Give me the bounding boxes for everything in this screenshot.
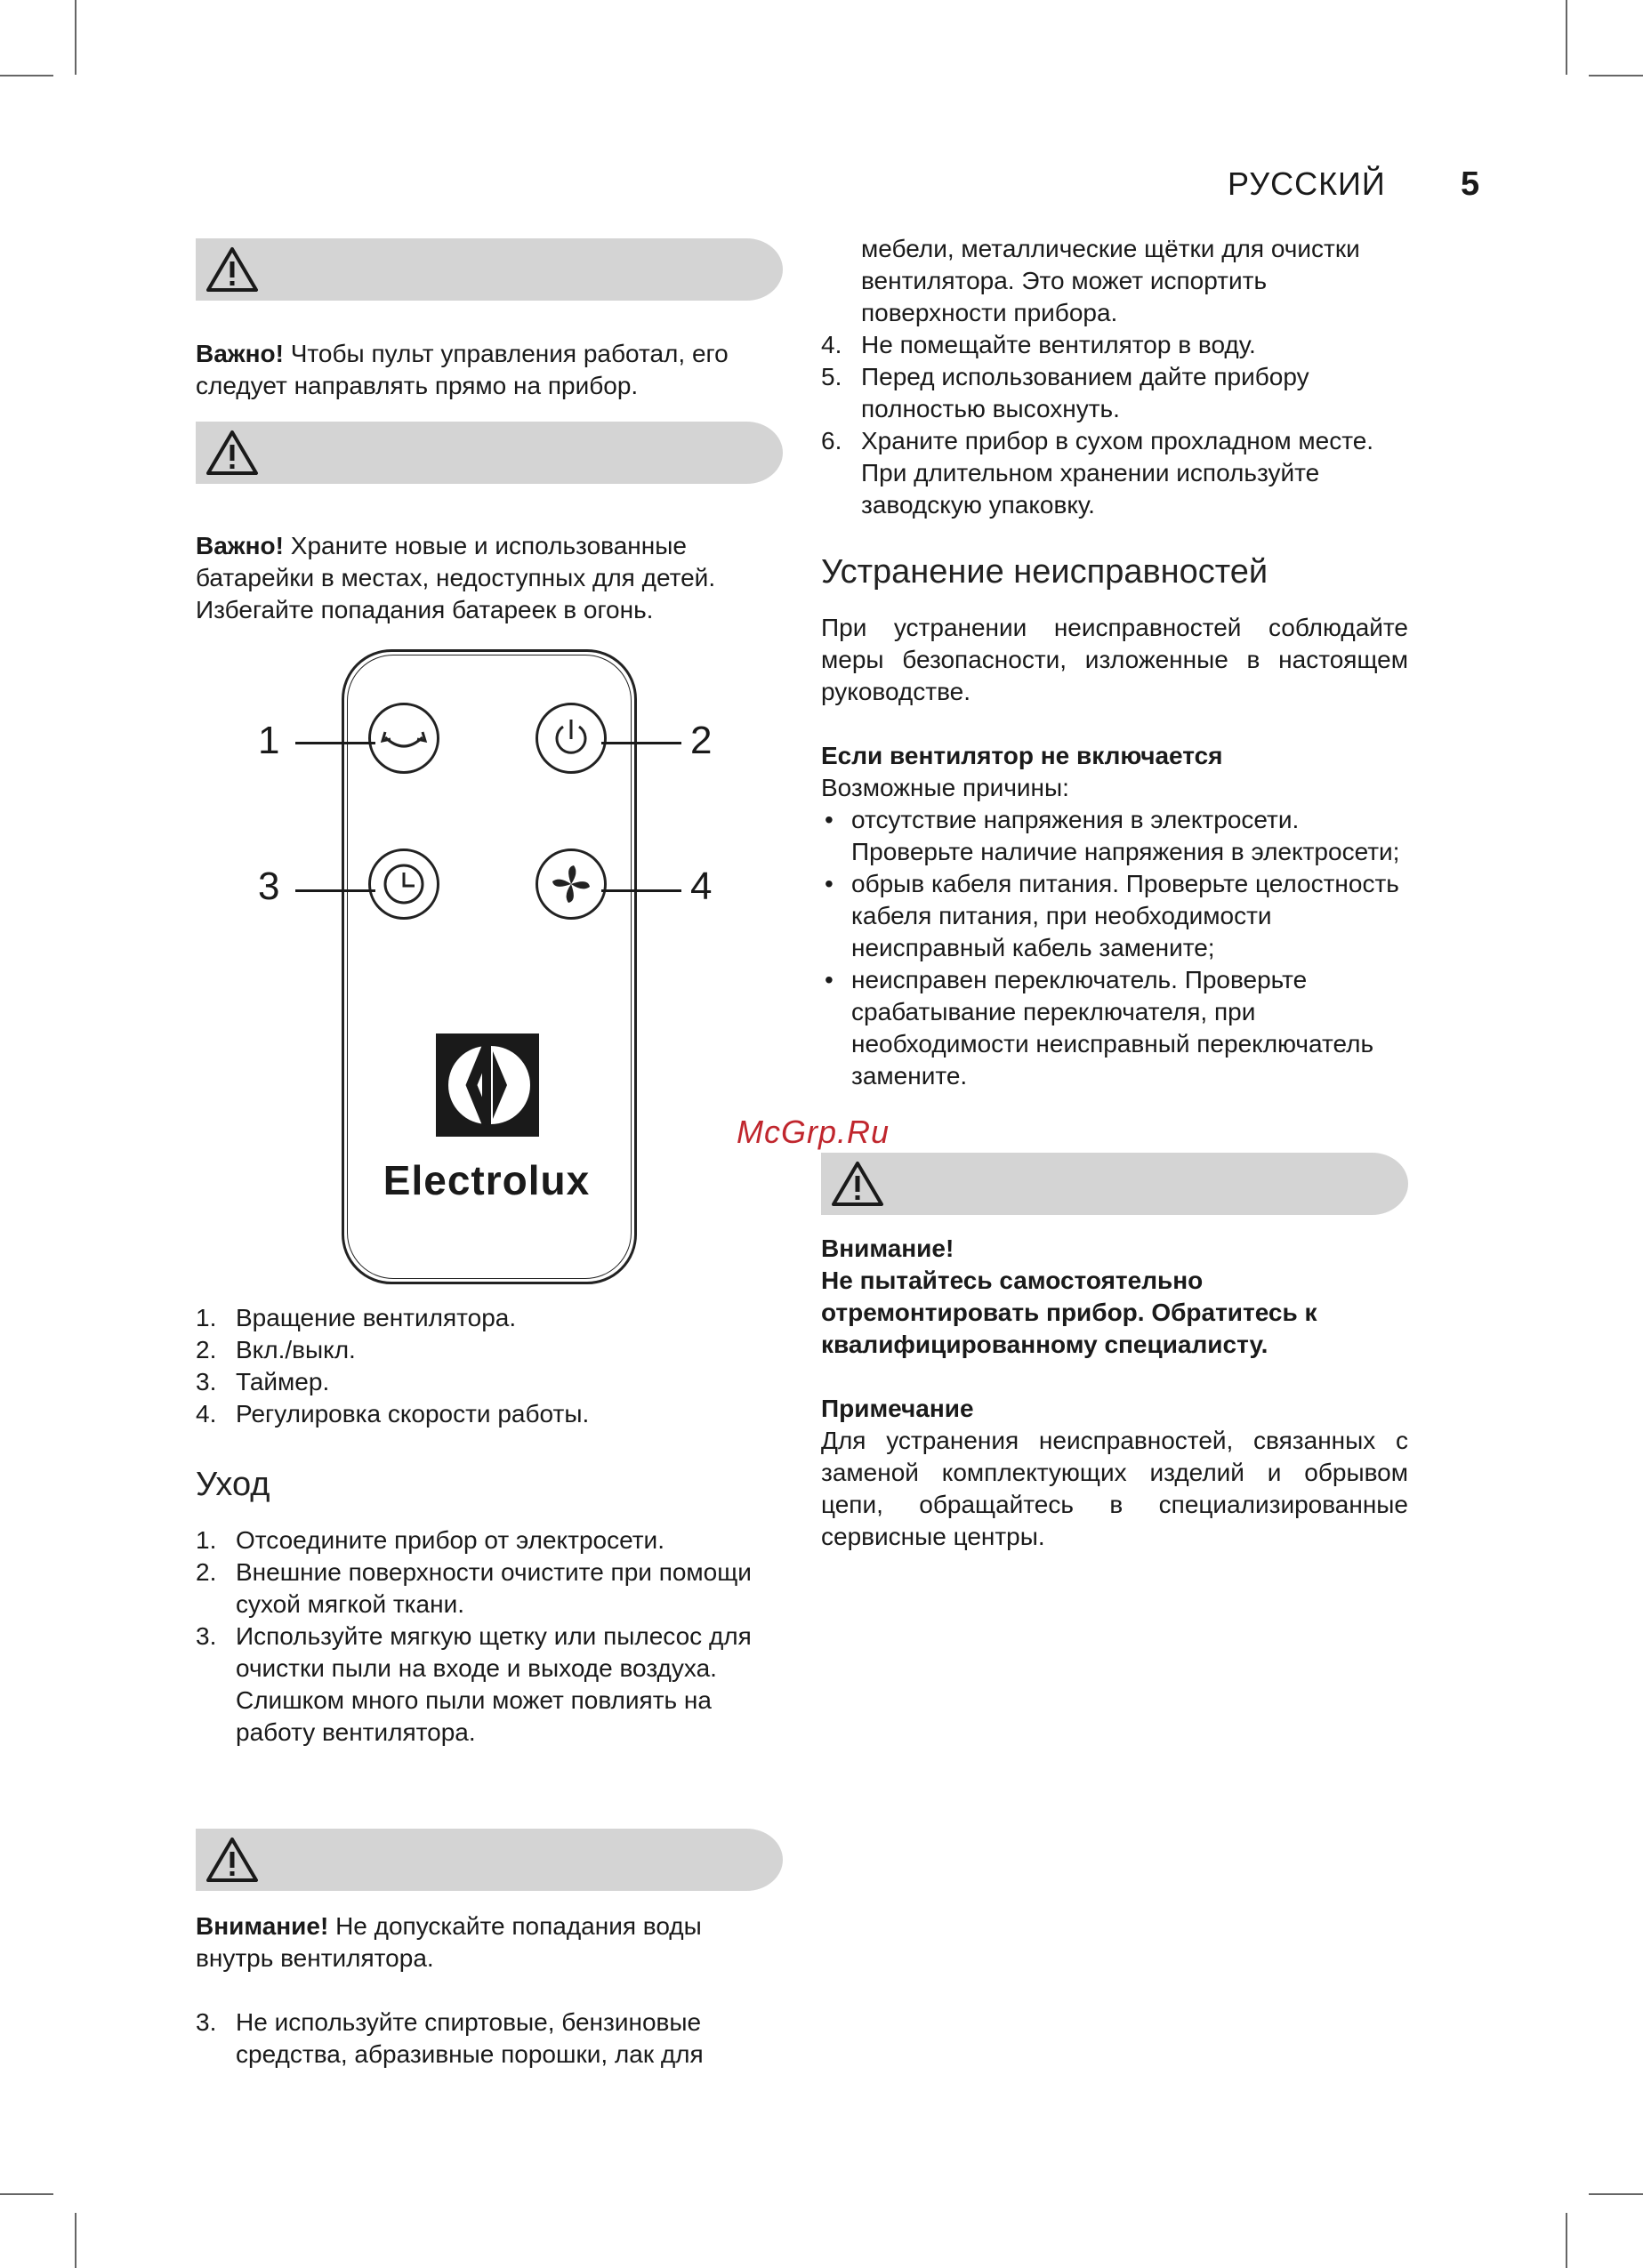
note-text: Для устранения неисправностей, связанных с заменой комплектующих изделий и обрывом цепи, обращайтесь в специализированные сервисные центры. [821, 1427, 1408, 1550]
attention-text: Не пытайтесь самостоятельно отремонтировать прибор. Обратитесь к квалифицированному специалисту. [821, 1267, 1317, 1358]
list-item: 1. Отсоедините прибор от электросети. [196, 1526, 664, 1554]
callout-line [601, 742, 681, 744]
crop-mark [1589, 75, 1643, 76]
care-item-3 [196, 2007, 783, 2071]
list-item: 6. Храните прибор в сухом прохладном месте. При длительном хранении используйте заводскую упаковку. [821, 427, 1374, 519]
callout-4: 4 [690, 865, 713, 908]
crop-mark [1589, 2193, 1643, 2195]
callout-line [295, 742, 375, 744]
note-text: Не допускайте попадания воды внутрь вентилятора. [196, 1912, 702, 1972]
attention-block [821, 1233, 1408, 1361]
power-icon [538, 705, 604, 771]
crop-mark [75, 0, 77, 75]
note-label: Важно! [196, 340, 284, 367]
callout-2: 2 [690, 719, 713, 762]
page-number: 5 [1461, 165, 1480, 203]
fan-speed-icon [538, 851, 604, 917]
attention-title: Внимание! [821, 1235, 954, 1262]
crop-mark [0, 2193, 53, 2195]
troubleshooting-intro [821, 612, 1408, 708]
list-item: 2. Внешние поверхности очистите при помощи сухой мягкой ткани. [196, 1558, 752, 1618]
note-text: Храните новые и использованные батарейки в местах, недоступных для детей. Избегайте попадания батареек в огонь. [196, 532, 716, 623]
list-item: 3. Используйте мягкую щетку или пылесос для очистки пыли на входе и выходе воздуха. Слишком много пыли может повлиять на работу вентилятора. [196, 1622, 752, 1746]
warning-triangle-icon [830, 1160, 885, 1208]
troubleshooting-title: Устранение неисправностей [821, 553, 1268, 591]
care-section-title [196, 1464, 783, 1505]
remote-control-illustration [342, 649, 640, 1288]
warning-triangle-icon [205, 1836, 260, 1884]
note-text: Чтобы пульт управления работал, его следует направлять прямо на прибор. [196, 340, 729, 399]
warning-bar [196, 1829, 783, 1891]
crop-mark [75, 2213, 77, 2268]
list-item: 4. Регулировка скорости работы. [196, 1400, 590, 1428]
warning-bar [821, 1153, 1408, 1215]
buttons-list [196, 1302, 783, 1430]
care-title: Уход [196, 1466, 270, 1503]
crop-mark [1566, 2213, 1567, 2268]
crop-mark [1566, 0, 1567, 75]
list-item: 3. Не используйте спиртовые, бензиновые средства, абразивные порошки, лак для [196, 2008, 704, 2068]
callout-1: 1 [258, 719, 280, 762]
continuation-text: мебели, металлические щётки для очистки вентилятора. Это может испортить поверхности прибора. [861, 235, 1360, 326]
note-batteries [196, 530, 783, 626]
callout-3: 3 [258, 865, 280, 908]
note-remote-direction [196, 338, 783, 402]
warning-triangle-icon [205, 429, 260, 477]
header-language: РУССКИЙ [1228, 165, 1386, 202]
watermark: McGrp.Ru [737, 1114, 890, 1150]
fan-speed-button[interactable] [536, 848, 607, 920]
troubleshooting-section-title [821, 551, 1408, 592]
list-item: • неисправен переключатель. Проверьте срабатывание переключателя, при необходимости неисправный переключатель замените. [825, 966, 1374, 1090]
rotation-button[interactable] [368, 703, 439, 774]
care-list-2 [821, 329, 1408, 521]
warning-triangle-icon [205, 245, 260, 294]
note-block [821, 1393, 1408, 1553]
timer-icon [371, 851, 437, 917]
note-title: Примечание [821, 1395, 974, 1422]
fan-off-title: Если вентилятор не включается [821, 742, 1223, 769]
list-item: • обрыв кабеля питания. Проверьте целостность кабеля питания, при необходимости неисправный кабель замените; [825, 870, 1399, 961]
warning-bar [196, 238, 783, 301]
power-button[interactable] [536, 703, 607, 774]
list-item: 1. Вращение вентилятора. [196, 1304, 517, 1331]
list-item: 4. Не помещайте вентилятор в воду. [821, 331, 1256, 358]
care-list [196, 1524, 783, 1749]
electrolux-logo-mark [436, 1033, 539, 1137]
note-water [196, 1910, 783, 1974]
timer-button[interactable] [368, 848, 439, 920]
note-label: Важно! [196, 532, 284, 559]
note-label: Внимание! [196, 1912, 329, 1940]
list-item: • отсутствие напряжения в электросети. Проверьте наличие напряжения в электросети; [825, 806, 1400, 865]
fan-off-section [821, 740, 1408, 1092]
callout-line [295, 889, 375, 892]
intro-text: При устранении неисправностей соблюдайте меры безопасности, изложенные в настоящем руководстве. [821, 614, 1408, 705]
crop-mark [0, 75, 53, 76]
callout-line [601, 889, 681, 892]
list-item: 2. Вкл./выкл. [196, 1336, 356, 1363]
list-item: 5. Перед использованием дайте прибору полностью высохнуть. [821, 363, 1309, 422]
brand-name: Electrolux [383, 1157, 591, 1203]
care-continuation [821, 233, 1408, 329]
causes-label: Возможные причины: [821, 774, 1069, 801]
rotation-icon [371, 705, 437, 771]
electrolux-icon [436, 1033, 539, 1137]
warning-bar [196, 422, 783, 484]
list-item: 3. Таймер. [196, 1368, 330, 1395]
